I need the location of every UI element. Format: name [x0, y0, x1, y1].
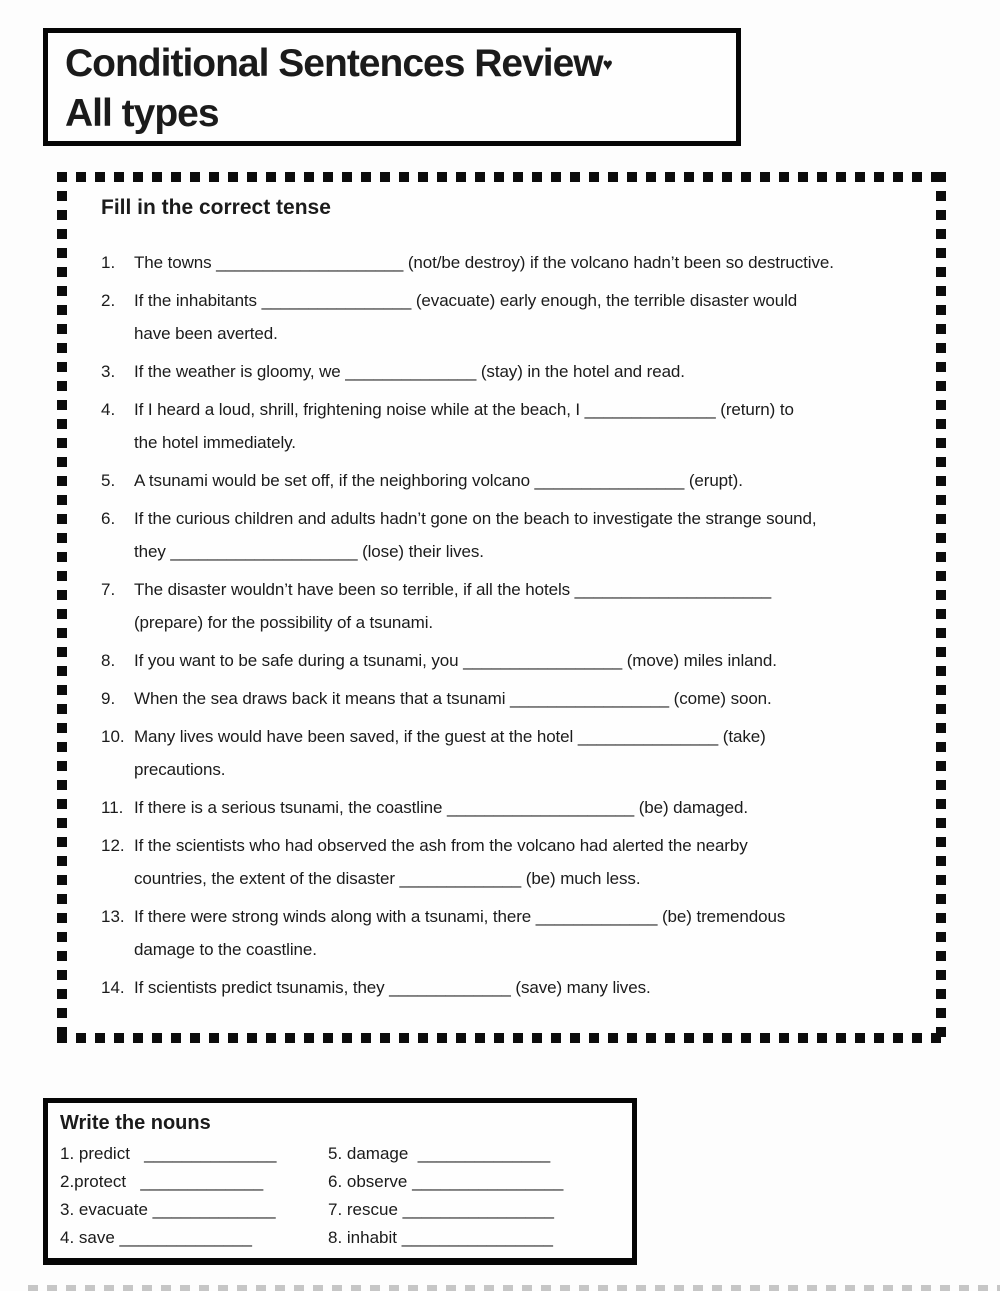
- question-item: [101, 355, 920, 388]
- question-line: If there were strong winds along with a tsunami, there _____________ (be) tremendous: [134, 907, 786, 926]
- question-line: The disaster wouldn’t have been so terrible, if all the hotels _____________________: [134, 580, 772, 599]
- question-line: precautions.: [134, 760, 226, 779]
- question-number: 7.: [101, 580, 116, 599]
- dashed-border-right: [936, 172, 946, 1043]
- question-number: 12.: [101, 836, 125, 855]
- dashed-border-left: [57, 172, 67, 1043]
- question-line: A tsunami would be set off, if the neighboring volcano ________________ (erupt).: [134, 471, 743, 490]
- question-lines: [134, 644, 920, 677]
- question-line: The towns ____________________ (not/be destroy) if the volcano hadn’t been so destructive.: [134, 253, 834, 272]
- dashed-border-top: [57, 172, 946, 182]
- question-item: [101, 284, 920, 350]
- question-line: If the weather is gloomy, we ______________ (stay) in the hotel and read.: [134, 362, 685, 381]
- question-number: 5.: [101, 471, 116, 490]
- nouns-columns: [60, 1140, 620, 1252]
- question-line: If the scientists who had observed the ash from the volcano had alerted the nearby: [134, 836, 748, 855]
- worksheet-title-box: [43, 28, 741, 146]
- question-lines: [134, 900, 920, 966]
- dashed-border-bottom: [57, 1033, 946, 1043]
- question-line: If you want to be safe during a tsunami, you _________________ (move) miles inland.: [134, 651, 777, 670]
- question-number: 13.: [101, 907, 125, 926]
- question-lines: [134, 573, 920, 639]
- question-line: If I heard a loud, shrill, frightening noise while at the beach, I ______________ (return) to: [134, 400, 794, 419]
- worksheet-title-line2: All types: [65, 92, 219, 135]
- question-line: (prepare) for the possibility of a tsunami.: [134, 613, 434, 632]
- noun-item: 1. predict ______________: [60, 1144, 277, 1163]
- noun-item: 3. evacuate _____________: [60, 1200, 276, 1219]
- question-number: 2.: [101, 291, 116, 310]
- question-lines: [134, 355, 920, 388]
- worksheet-title-text1: Conditional Sentences Review: [65, 42, 603, 85]
- question-line: have been averted.: [134, 324, 278, 343]
- question-item: [101, 791, 920, 824]
- question-lines: [134, 720, 920, 786]
- question-number: 4.: [101, 400, 116, 419]
- fill-tense-content: [67, 182, 936, 1033]
- question-item: [101, 682, 920, 715]
- questions-list: [101, 246, 920, 1004]
- question-lines: [134, 829, 920, 895]
- nouns-column-right: [328, 1140, 620, 1252]
- question-number: 8.: [101, 651, 116, 670]
- fill-tense-heading: Fill in the correct tense: [101, 196, 331, 219]
- noun-item: 5. damage ______________: [328, 1144, 551, 1163]
- question-number: 1.: [101, 253, 116, 272]
- question-line: If there is a serious tsunami, the coastline ____________________ (be) damaged.: [134, 798, 748, 817]
- question-line: If the curious children and adults hadn’t gone on the beach to investigate the strange sound,: [134, 509, 817, 528]
- question-number: 11.: [101, 798, 124, 817]
- question-item: [101, 464, 920, 497]
- question-item: [101, 720, 920, 786]
- question-item: [101, 393, 920, 459]
- question-item: [101, 900, 920, 966]
- question-line: they ____________________ (lose) their lives.: [134, 542, 484, 561]
- question-lines: [134, 791, 920, 824]
- question-item: [101, 644, 920, 677]
- question-line: the hotel immediately.: [134, 433, 296, 452]
- noun-item: 8. inhabit ________________: [328, 1228, 553, 1247]
- question-line: If scientists predict tsunamis, they _____________ (save) many lives.: [134, 978, 651, 997]
- noun-item: 6. observe ________________: [328, 1172, 564, 1191]
- next-section-cutoff-edge: [28, 1285, 1000, 1291]
- nouns-column-left: [60, 1140, 328, 1252]
- question-item: [101, 829, 920, 895]
- question-lines: [134, 971, 920, 1004]
- question-line: countries, the extent of the disaster _____________ (be) much less.: [134, 869, 641, 888]
- question-number: 10.: [101, 727, 125, 746]
- noun-item: 2.protect _____________: [60, 1172, 264, 1191]
- noun-item: 7. rescue ________________: [328, 1200, 554, 1219]
- question-item: [101, 573, 920, 639]
- question-lines: [134, 246, 920, 279]
- question-lines: [134, 502, 920, 568]
- worksheet-title-line1: [65, 39, 736, 89]
- question-item: [101, 502, 920, 568]
- question-item: [101, 246, 920, 279]
- question-lines: [134, 682, 920, 715]
- question-line: damage to the coastline.: [134, 940, 317, 959]
- question-line: Many lives would have been saved, if the guest at the hotel _______________ (take): [134, 727, 766, 746]
- question-line: If the inhabitants ________________ (evacuate) early enough, the terrible disaster would: [134, 291, 798, 310]
- question-line: When the sea draws back it means that a tsunami _________________ (come) soon.: [134, 689, 772, 708]
- question-number: 3.: [101, 362, 116, 381]
- question-lines: [134, 284, 920, 350]
- noun-item: 4. save ______________: [60, 1228, 252, 1247]
- question-lines: [134, 393, 920, 459]
- question-number: 14.: [101, 978, 125, 997]
- write-nouns-heading: Write the nouns: [60, 1112, 211, 1134]
- heart-icon: ♥: [602, 55, 613, 74]
- question-number: 9.: [101, 689, 116, 708]
- question-item: [101, 971, 920, 1004]
- fill-tense-section: [57, 172, 946, 1043]
- question-lines: [134, 464, 920, 497]
- write-nouns-section: [43, 1098, 637, 1265]
- question-number: 6.: [101, 509, 116, 528]
